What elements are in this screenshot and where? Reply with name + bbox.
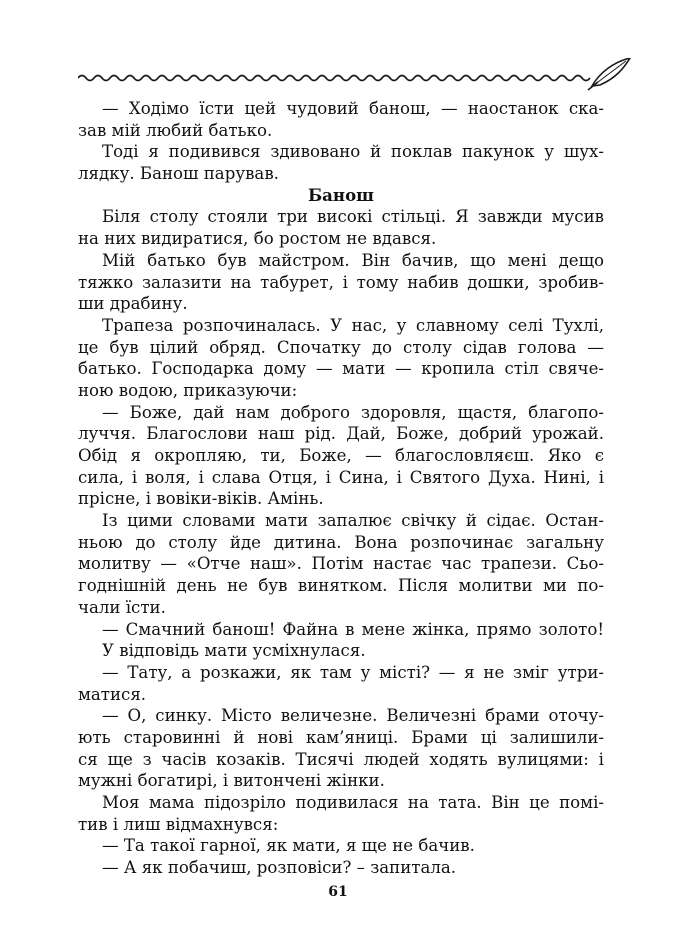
text-line: чали їсти.: [78, 597, 166, 617]
text-line: матися.: [78, 684, 147, 704]
quill-icon: [588, 58, 630, 90]
text-line: ною водою, приказуючи:: [78, 380, 298, 400]
text-line: Біля столу стояли три високі стільці. Я завжди мусив: [102, 207, 604, 227]
text-line: У відповідь мати усміхнулася.: [102, 641, 366, 661]
text-line: — Та такої гарної, як мати, я ще не бачив.: [102, 836, 475, 856]
text-line: ють старовинні й нові кам’яниці. Брами ці залишили-: [78, 727, 604, 747]
page-text: [78, 98, 604, 879]
text-line: Трапеза розпочиналась. У нас, у славному селі Тухлі,: [102, 315, 604, 335]
section-title: Банош: [308, 184, 374, 205]
text-line: Мій батько був майстром. Він бачив, що мені дещо: [102, 250, 604, 270]
text-line: — Ходімо їсти цей чудовий банош, — наостанок ска-: [102, 99, 604, 118]
text-line: лядку. Банош парував.: [78, 164, 279, 184]
page-number: 61: [328, 884, 348, 900]
text-line: тив і лиш відмахнувся:: [78, 814, 279, 834]
text-line: молитву — «Отче наш». Потім настає час трапези. Сьо-: [78, 554, 604, 574]
text-line: сила, і воля, і слава Отця, і Сина, і Святого Духа. Нині, і: [78, 467, 604, 487]
wavy-rule: [78, 76, 590, 81]
header-ornament: [78, 58, 638, 94]
text-line: Обід я окропляю, ти, Боже, — благословляєш. Яко є: [78, 446, 604, 465]
text-line: Тоді я подивився здивовано й поклав пакунок у шух-: [102, 142, 604, 162]
text-line: годнішній день не був винятком. Після молитви ми по-: [78, 576, 604, 596]
text-line: — Боже, дай нам доброго здоровля, щастя, благопо-: [102, 402, 604, 422]
text-line: це був цілий обряд. Спочатку до столу сідав голова —: [78, 337, 604, 357]
text-line: — О, синку. Місто величезне. Величезні брами оточу-: [102, 706, 604, 726]
text-line: ньою до столу йде дитина. Вона розпочинає загальну: [78, 532, 604, 552]
text-line: — Тату, а розкажи, як там у місті? — я не зміг утри-: [102, 662, 604, 682]
text-line: Із цими словами мати запалює свічку й сідає. Остан-: [102, 511, 604, 531]
text-line: — А як побачиш, розповіси? – запитала.: [102, 858, 457, 878]
text-line: луччя. Благослови наш рід. Дай, Боже, добрий урожай.: [78, 424, 604, 444]
text-line: зав мій любий батько.: [78, 120, 273, 140]
text-line: прісне, і вовіки-віків. Амінь.: [78, 489, 324, 509]
text-line: батько. Господарка дому — мати — кропила стіл свяче-: [78, 359, 604, 379]
text-line: Моя мама підозріло подивилася на тата. Він це помі-: [102, 793, 604, 812]
text-line: — Смачний банош! Файна в мене жінка, прямо золото!: [102, 619, 604, 639]
text-line: тяжко залазити на табурет, і тому набив дошки, зробив-: [78, 272, 604, 292]
text-line: мужні богатирі, і витончені жінки.: [78, 771, 385, 791]
text-line: на них видиратися, бо ростом не вдався.: [78, 229, 437, 249]
text-line: ся ще з часів козаків. Тисячі людей ходять вулицями: і: [78, 749, 604, 769]
text-line: ши драбину.: [78, 294, 188, 314]
